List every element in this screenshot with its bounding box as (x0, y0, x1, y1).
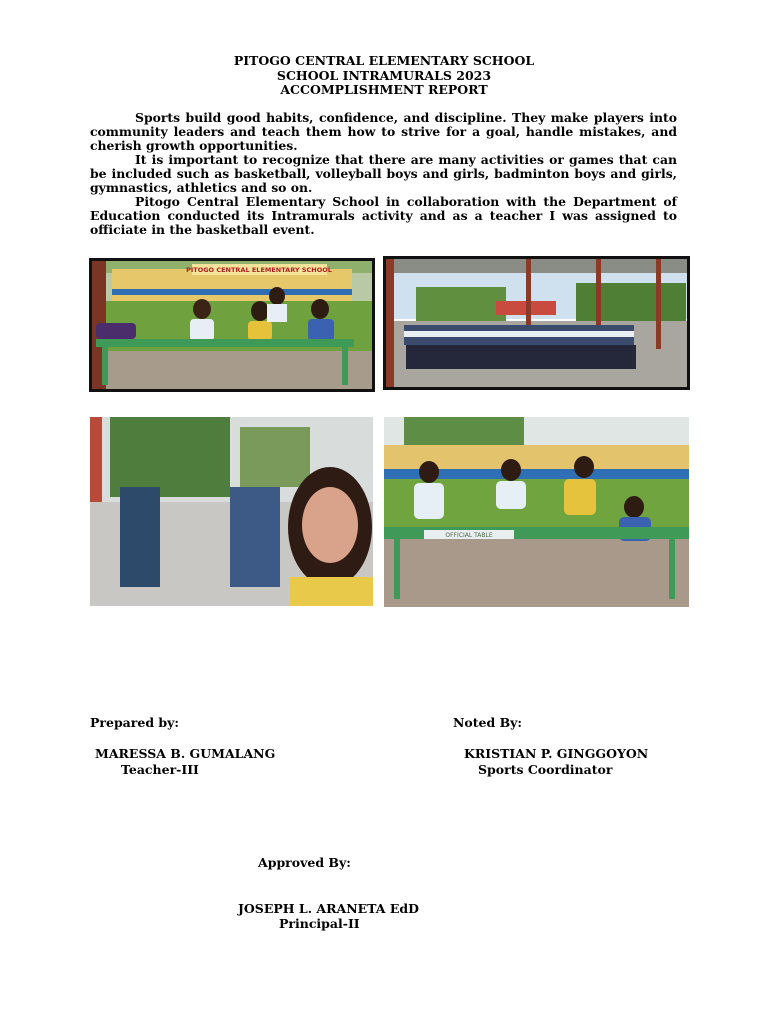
photo-students-court (383, 256, 690, 390)
prepared-by-title: Teacher-III (121, 762, 199, 777)
noted-by-title: Sports Coordinator (478, 762, 613, 777)
report-title: ACCOMPLISHMENT REPORT (280, 82, 488, 97)
approved-by-title: Principal-II (279, 916, 360, 931)
prepared-by-label: Prepared by: (90, 715, 180, 730)
approved-by-name: JOSEPH L. ARANETA EdD (238, 901, 419, 916)
photo-officials-sign (384, 417, 689, 607)
photo-selfie-kids (90, 417, 373, 606)
school-name: PITOGO CENTRAL ELEMENTARY SCHOOL (233, 53, 535, 68)
paragraph-3: Pitogo Central Elementary School in collaboration with the Department of Education conducted its Intramurals activity and as a teacher I was assigned to officiate in the basketball event. (90, 194, 677, 237)
report-body (90, 111, 677, 237)
paragraph-1: Sports build good habits, confidence, and discipline. They make players into community leaders and teach them how to strive for a goal, handle mistakes, and cherish growth opportunities. (90, 110, 677, 153)
noted-by-name: KRISTIAN P. GINGGOYON (464, 746, 649, 761)
noted-by-label: Noted By: (453, 715, 523, 730)
paragraph-2: It is important to recognize that there are many activities or games that can be included such as basketball, volleyball boys and girls, badminton boys and girls, gymnastics, athletics and so on. (90, 152, 677, 195)
table-sign-text: OFFICIAL TABLE (445, 532, 493, 539)
prepared-by-name: MARESSA B. GUMALANG (95, 746, 276, 761)
report-header (0, 54, 768, 98)
photo-officials-table (89, 258, 375, 392)
event-title: SCHOOL INTRAMURALS 2023 (276, 67, 492, 83)
approved-by-label: Approved By: (258, 855, 351, 870)
banner-text: PITOGO CENTRAL ELEMENTARY SCHOOL (186, 266, 332, 274)
